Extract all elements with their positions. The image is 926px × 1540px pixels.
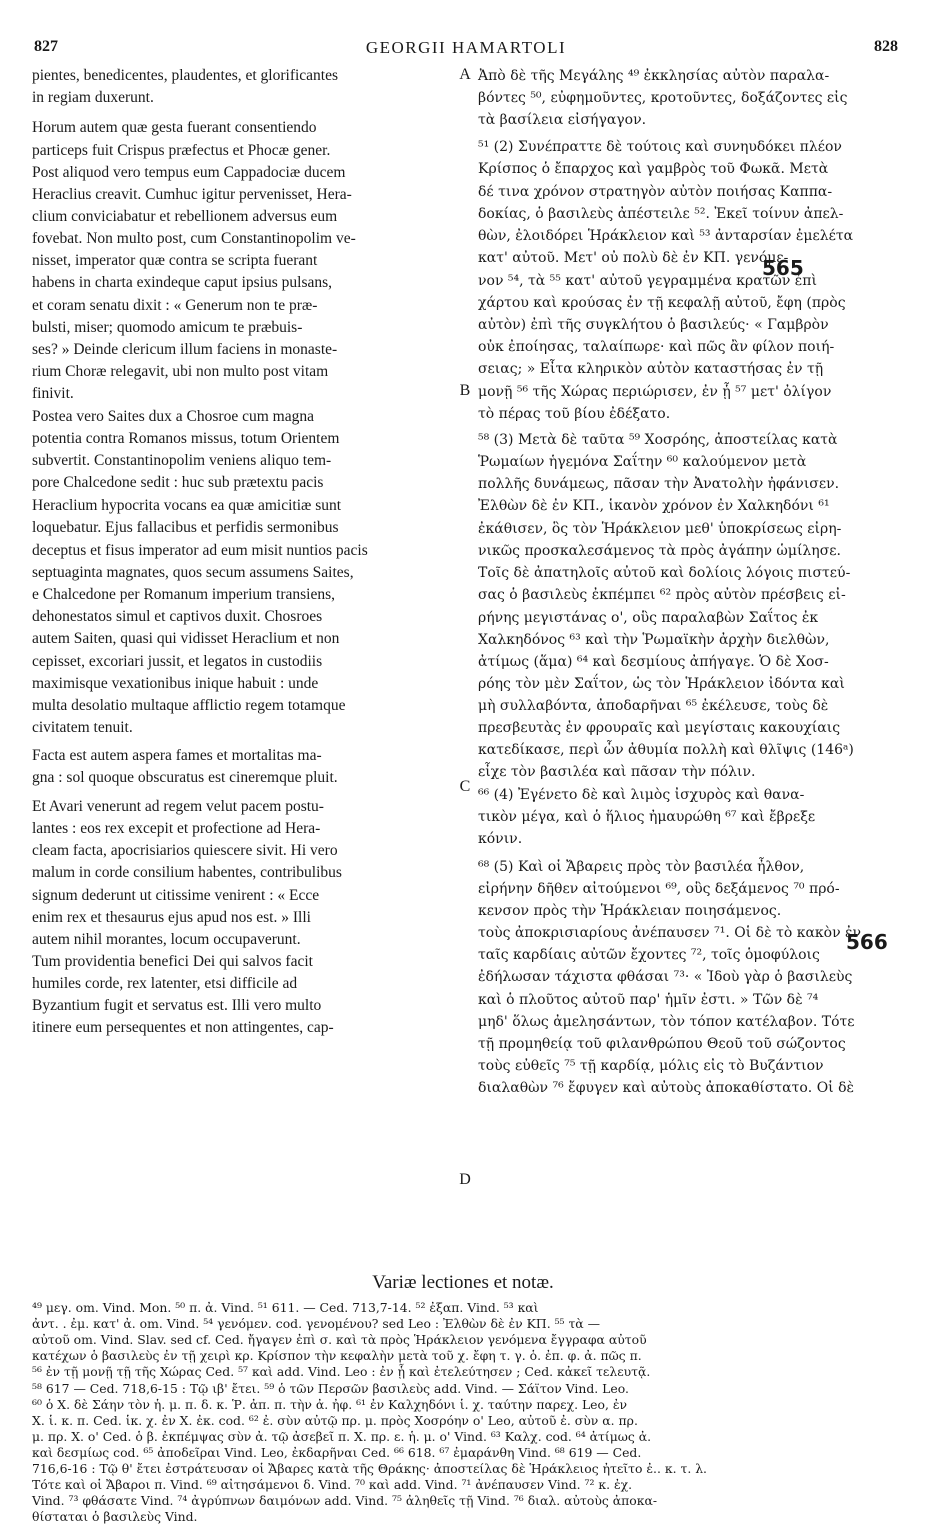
greek-text-line: τοὺς ἀποκρισιαρίους ἀνέπαυσεν ⁷¹. Οἱ δὲ τὸ κακὸν ἐν: [478, 925, 862, 941]
greek-text-line: δέ τινα χρόνον στρατηγὸν αὐτὸν ποιήσας Καππα-: [478, 184, 833, 200]
greek-text-line: τοὺς εὐθεῖς ⁷⁵ τῇ καρδίᾳ, μόλις εἰς τὸ Βυζάντιον: [478, 1058, 824, 1074]
greek-text-line: τικὸν μέγα, καὶ ὁ ἥλιος ἠμαυρώθη ⁶⁷ καὶ ἔβρεξε: [478, 809, 816, 825]
latin-text-line: in regiam duxerunt.: [32, 89, 154, 106]
greek-text-line: Ἀπὸ δὲ τῆς Μεγάλης ⁴⁹ ἐκκλησίας αὐτὸν παραλα-: [478, 68, 830, 84]
latin-text-line: Horum autem quæ gesta fuerant consentiendo: [32, 119, 317, 136]
greek-text-line: ⁵¹ (2) Συνέπραττε δὲ τούτοις καὶ συνηυδόκει πλέον: [478, 139, 842, 155]
greek-text-line: Ἐλθὼν δὲ ἐν ΚΠ., ἱκανὸν χρόνον ἐν Χαλκηδόνι ⁶¹: [478, 498, 830, 514]
latin-text-line: itinere eum persequentes et non attingentes, cap-: [32, 1019, 334, 1036]
notes-heading: Variæ lectiones et notæ.: [372, 1272, 554, 1293]
note-line: Vind. ⁷³ φθάσατε Vind. ⁷⁴ ἀγρύπνων δαιμόνων add. Vind. ⁷⁵ ἀληθεῖς τῇ Vind. ⁷⁶ διαλ. αὐτοὺς ἀποκα-: [32, 1493, 658, 1509]
latin-text-line: fovebat. Non multo post, cum Constantinopolim ve-: [32, 230, 356, 247]
greek-text-line: κόνιν.: [478, 831, 523, 847]
latin-text-line: Facta est autem aspera fames et mortalitas ma-: [32, 747, 322, 764]
greek-text-line: νον ⁵⁴, τὰ ⁵⁵ κατ' αὐτοῦ γεγραμμένα κρατῶν ἐπὶ: [478, 273, 817, 289]
note-line: Χ. ἱ. κ. π. Ced. ἱκ. χ. ἐν Χ. ἐκ. cod. ⁶² ἐ. σὺν αὐτῷ πρ. μ. πρὸς Χοσρόην ο' Leo, αὐτοῦ ἐ. σὺν α. πρ.: [32, 1412, 638, 1428]
latin-text-line: e Chalcedone per Romanum imperium transiens,: [32, 586, 336, 603]
latin-text-line: ses? » Deinde clericum illum faciens in monaste-: [32, 341, 338, 358]
latin-text-line: Post aliquod vero tempus eum Cappadociæ ducem: [32, 164, 346, 181]
greek-text-line: πολλῆς δυνάμεως, πᾶσαν τὴν Ἀνατολὴν ἠφάνισεν.: [478, 476, 840, 492]
note-line: καὶ δεσμίως cod. ⁶⁵ ἀποδεῖραι Vind. Leo, ἐκδαρῆναι Ced. ⁶⁶ 618. ⁶⁷ ἐμαράνθη Vind. ⁶⁸ 619 — Ced.: [32, 1444, 642, 1460]
margin-letter-b: B: [459, 382, 471, 399]
latin-text-line: Heraclius creavit. Cumhuc igitur pervenisset, Hera-: [32, 186, 352, 203]
page-number-left: 827: [34, 38, 58, 55]
latin-text-line: particeps fuit Crispus præfectus et Phocæ gener.: [32, 142, 331, 159]
note-line: Τότε καὶ οἱ Ἄβαροι π. Vind. ⁶⁹ αἰτησάμενοι δ. Vind. ⁷⁰ καὶ add. Vind. ⁷¹ ἀνέπαυσεν Vind. ⁷² κ. ἐχ.: [32, 1477, 633, 1493]
greek-text-line: ἐκάθισεν, ὃς τὸν Ἡράκλειον μεθ' ὑποκρίσεως εἰρη-: [478, 521, 842, 537]
running-title: GEORGII HAMARTOLI: [365, 38, 567, 57]
latin-text-line: Heraclium hypocrita vocans ea quæ amicitiæ sunt: [32, 497, 342, 514]
latin-text-line: signum dederunt ut citissime venirent : « Ecce: [32, 887, 320, 904]
latin-text-line: gna : sol quoque obscuratus est cineremque pluit.: [32, 769, 338, 786]
greek-text-line: τὰ βασίλεια εἰσήγαγον.: [478, 112, 647, 128]
greek-text-line: οὐκ ἐποίησας, ταλαίπωρε· καὶ πῶς ἂν φίλον ποιή-: [478, 339, 835, 355]
note-line: κατέχων ὁ βασιλεὺς ἐν τῇ χειρὶ κρ. Κρίσπον τὴν κεφαλὴν μετὰ τοῦ χ. ἔφη τ. γ. ὁ. ἐπ. φ. ἀ. πῶς π.: [32, 1348, 642, 1364]
greek-text-line: ἀτίμως (ἅμα) ⁶⁴ καὶ δεσμίους ἀπήγαγε. Ὁ δὲ Χοσ-: [478, 654, 829, 670]
latin-text-line: autem Saiten, quasi qui vidisset Heraclium et non: [32, 630, 340, 647]
latin-text-line: humiles corde, rex latenter, etsi difficile ad: [32, 975, 298, 992]
greek-text-line: θὼν, ἐλοιδόρει Ἡράκλειον καὶ ⁵³ ἀνταρσίαν ἐμελέτα: [478, 228, 854, 244]
latin-text-line: finivit.: [32, 385, 74, 402]
latin-text-line: civitatem tenuit.: [32, 719, 133, 736]
note-line: μ. πρ. Χ. ο' Ced. ὁ β. ἐκπέμψας σὺν ἀ. τῷ ἀσεβεῖ π. Χ. πρ. ε. ἡ. μ. ο' Vind. ⁶³ Καλχ. cod. ⁶⁴ ἀτίμως ἀ.: [32, 1428, 652, 1444]
greek-text-line: νικῶς προσκαλεσάμενος τὰ πρὸς ἀγάπην ὡμίλησε.: [478, 543, 841, 559]
note-line: ἀντ. . ἐμ. κατ' ἀ. om. Vind. ⁵⁴ γενόμεν. cod. γενομένου? sed Leo : Ἐλθὼν δὲ ἐν ΚΠ. ⁵⁵ τὰ —: [32, 1316, 601, 1332]
greek-text-line: Τοῖς δὲ ἀπατηλοῖς αὐτοῦ καὶ δολίοις λόγοις πιστεύ-: [478, 565, 851, 581]
margin-letter-c: C: [459, 778, 471, 795]
greek-text-line: Κρίσπος ὁ ἔπαρχος καὶ γαμβρὸς τοῦ Φωκᾶ. Μετὰ: [478, 161, 829, 177]
note-line: θίσταται ὁ βασιλεὺς Vind.: [32, 1509, 198, 1525]
greek-text-line: κατ' αὐτοῦ. Μετ' οὐ πολὺ δὲ ἐν ΚΠ. γενόμε-: [478, 250, 789, 266]
latin-text-line: pientes, benedicentes, plaudentes, et glorificantes: [32, 67, 339, 84]
greek-text-line: καὶ ὁ πλοῦτος αὐτοῦ παρ' ἡμῖν ἐστι. » Τῶν δὲ ⁷⁴: [478, 992, 819, 1008]
latin-text-line: rium Choræ relegavit, ubi non multo post vitam: [32, 363, 329, 380]
note-line: ⁴⁹ μεγ. om. Vind. Mon. ⁵⁰ π. ἀ. Vind. ⁵¹ 611. — Ced. 713,7-14. ⁵² ἐξαπ. Vind. ⁵³ καὶ: [32, 1300, 539, 1315]
page-number-right: 828: [874, 38, 898, 55]
latin-text-line: nisset, imperator quæ contra se scripta fuerant: [32, 252, 318, 269]
latin-text-line: Et Avari venerunt ad regem velut pacem postu-: [32, 798, 324, 815]
margin-letter-a: A: [459, 66, 471, 83]
latin-text-line: Tum providentia benefici Dei qui salvos facit: [32, 953, 313, 970]
latin-text-line: habens in charta exindeque caput ipsius pulsans,: [32, 274, 333, 291]
latin-text-line: Postea vero Saites dux a Chosroe cum magna: [32, 408, 314, 425]
running-header: [32, 38, 900, 60]
greek-text-line: διαλαθὼν ⁷⁶ ἔφυγεν καὶ αὐτοὺς ἀποκαθίστατο. Οἱ δὲ: [478, 1080, 855, 1096]
greek-text-line: ρήνης μεγιστάνας ο', οὓς παραλαβὼν Σαΐτος ἐκ: [478, 610, 819, 626]
greek-text-line: ⁶⁸ (5) Καὶ οἱ Ἄβαρεις πρὸς τὸν βασιλέα ἦλθον,: [478, 859, 805, 875]
latin-text-line: autem nihil morantes, locum occupaverunt.: [32, 931, 301, 948]
greek-text-line: σας ὁ βασιλεὺς ἐκπέμπει ⁶² πρὸς αὐτὸν πρέσβεις εἰ-: [478, 587, 846, 603]
greek-text-line: βόντες ⁵⁰, εὐφημοῦντες, κροτοῦντες, δοξάζοντες εἰς: [478, 90, 848, 106]
greek-text-line: εἶχε τὸν βασιλέα καὶ πᾶσαν τὴν πόλιν.: [478, 764, 756, 780]
greek-text-line: δοκίας, ὁ βασιλεὺς ἀπέστειλε ⁵². Ἐκεῖ τοίνυν ἀπελ-: [478, 206, 844, 222]
latin-text-line: loquebatur. Ejus fallacibus et perfidis sermonibus: [32, 519, 339, 536]
latin-text-line: malum in corde consilium habentes, contribulibus: [32, 864, 342, 881]
greek-text-line: Χαλκηδόνος ⁶³ καὶ τὴν Ῥωμαϊκὴν ἀρχὴν διελθὼν,: [478, 632, 830, 648]
greek-text-line: κενσον πρὸς τὴν Ἡράκλειαν ποιησάμενος.: [478, 903, 782, 919]
greek-text-line: τῇ προμηθείᾳ τοῦ φιλανθρώπου Θεοῦ τοῦ σώζοντος: [478, 1036, 846, 1052]
page-marker-566: 566: [846, 930, 888, 954]
greek-text-line: πρεσβευτὰς ἐν φρουραῖς καὶ μεγίσταις κακουχίαις: [478, 720, 841, 736]
latin-text-line: lantes : eos rex excepit et profectione ad Hera-: [32, 820, 321, 837]
greek-text-line: ρόης τὸν μὲν Σαΐτον, ὡς τὸν Ἡράκλειον ἰδόντα καὶ: [478, 676, 845, 692]
latin-text-line: potentia contra Romanos missus, totum Orientem: [32, 430, 340, 447]
latin-text-line: clium conviciabatur et rebellionem adversus eum: [32, 208, 338, 225]
greek-text-line: μηδ' ὅλως ἀμελησάντων, τὸν τόπον κατέλαβον. Τότε: [478, 1014, 855, 1030]
page-marker-565: 565: [762, 256, 804, 280]
greek-text-line: σειας; » Εἶτα κληρικὸν αὐτὸν καταστήσας ἐν τῇ: [478, 361, 824, 377]
note-line: ⁵⁸ 617 — Ced. 718,6-15 : Τῷ ιβ' ἔτει. ⁵⁹ ὁ τῶν Περσῶν βασιλεὺς add. Vind. — Σάϊτον Vind. Leo.: [32, 1380, 629, 1396]
greek-text-line: αὐτὸν) ἐπὶ τῆς συγκλήτου ὁ βασιλεύς· « Γαμβρὸν: [478, 317, 829, 333]
greek-text-line: ⁵⁸ (3) Μετὰ δὲ ταῦτα ⁵⁹ Χοσρόης, ἀποστείλας κατὰ: [478, 432, 838, 448]
note-line: ⁵⁶ ἐν τῇ μονῇ τῇ τῆς Χώρας Ced. ⁵⁷ καὶ add. Vind. Leo : ἐν ᾗ καὶ ἐτελεύτησεν ; Ced. κἀκεῖ τελευτᾷ.: [32, 1364, 651, 1380]
greek-text-line: χάρτου καὶ κρούσας ἐν τῇ κεφαλῇ αὐτοῦ, ἔφη (πρὸς: [478, 295, 846, 311]
note-line: αὐτοῦ om. Vind. Slav. sed cf. Ced. ἤγαγεν ἐπὶ σ. καὶ τὰ πρὸς Ἡράκλειον γενόμενα ἔγγραφα αὐτοῦ: [32, 1332, 647, 1348]
latin-text-line: bulsti, miser; quomodo amicum te præbuis-: [32, 319, 303, 336]
greek-text-line: κατεδίκασε, περὶ ὧν ἀθυμία πολλὴ καὶ θλῖψις (146ᵃ): [478, 742, 854, 758]
latin-text-line: Byzantium fugit et servatus est. Illi vero multo: [32, 997, 322, 1014]
greek-text-line: ταῖς καρδίαις αὐτῶν ἔχοντες ⁷², τοῖς ὁμοφύλοις: [478, 947, 820, 963]
greek-text-line: εἰρήνην δῆθεν αἰτούμενοι ⁶⁹, οὓς δεξάμενος ⁷⁰ πρό-: [478, 881, 840, 897]
latin-text-line: cleam facta, apocrisiarios quiescere sivit. Hi vero: [32, 842, 338, 859]
note-line: 716,6-16 : Τῷ θ' ἔτει ἐστράτευσαν οἱ Ἄβαρες κατὰ τῆς Θράκης· ἀποστείλας δὲ Ἡράκλειος ἠτεῖτο ἐ.. κ. τ. λ.: [32, 1461, 707, 1476]
latin-text-line: septuaginta magnates, quos secum assumens Saites,: [32, 564, 354, 581]
margin-letter-d: D: [459, 1171, 471, 1188]
latin-text-line: multa desolatio multaque afflictio regem totamque: [32, 697, 346, 714]
greek-text-line: ἐδήλωσαν τάχιστα φθάσαι ⁷³· « Ἰδοὺ γὰρ ὁ βασιλεὺς: [478, 969, 853, 985]
greek-text-line: ⁶⁶ (4) Ἐγένετο δὲ καὶ λιμὸς ἰσχυρὸς καὶ θανα-: [478, 787, 805, 803]
latin-text-line: dehonestatos simul et captivos duxit. Chosroes: [32, 608, 323, 625]
latin-text-line: cepisset, excoriari jussit, et legatos in custodiis: [32, 653, 323, 670]
greek-text-line: Ῥωμαίων ἡγεμόνα Σαΐτην ⁶⁰ καλούμενον μετὰ: [478, 454, 807, 470]
note-line: ⁶⁰ ὁ Χ. δὲ Σάην τὸν ἡ. μ. π. δ. κ. Ῥ. ἀπ. π. τὴν ἀ. ἠφ. ⁶¹ ἐν Καλχηδόνι ἱ. χ. ταύτην παρεχ. Leo, ἐν: [32, 1396, 628, 1412]
greek-text-line: τὸ πέρας τοῦ βίου ἐδέξατο.: [478, 406, 671, 422]
latin-text-line: deceptus et fisus imperator ad eum misit nuntios pacis: [32, 542, 368, 559]
latin-text-line: pore Chalcedone sedit : huc sub prætextu pacis: [32, 474, 324, 491]
latin-text-line: et coram senatu dixit : « Generum non te præ-: [32, 297, 318, 314]
latin-text-line: maximisque vexationibus inique habuit : unde: [32, 675, 319, 692]
latin-text-line: subvertit. Constantinopolim veniens aliquo tem-: [32, 452, 332, 469]
greek-text-line: μονῇ ⁵⁶ τῆς Χώρας περιώρισεν, ἐν ᾗ ⁵⁷ μετ' ὀλίγον: [478, 384, 832, 400]
greek-text-line: μὴ συλλαβόντα, ἀποδαρῆναι ⁶⁵ ἐκέλευσε, τοὺς δὲ: [478, 698, 829, 714]
latin-text-line: enim rex et thesaurus ejus apud nos est. » Illi: [32, 909, 311, 926]
